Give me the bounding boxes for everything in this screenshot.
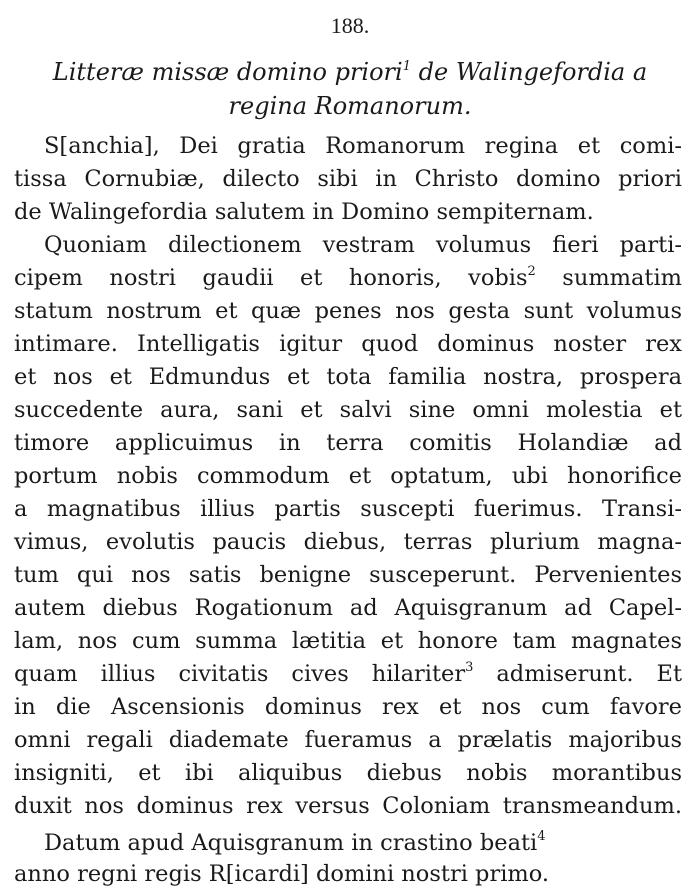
text-line-5 [14, 262, 682, 295]
text-line-21: duxit nos dominus rex versus Coloniam transmeandum. [14, 793, 682, 819]
text-line-6: statum nostrum et quæ penes nos gesta sunt volumus [14, 298, 682, 324]
text-line-3: de Walingefordia salutem in Domino sempiternam. [14, 199, 594, 225]
text-line-20: insigniti, et ibi aliquibus diebus nobis morantibus [14, 760, 682, 786]
footnote-marker-4: 4 [537, 829, 546, 844]
text-line-22 [44, 827, 546, 860]
text-line-2: tissa Cornubiæ, dilecto sibi in Christo domino priori [14, 166, 682, 192]
heading-line-2: regina Romanorum. [228, 92, 472, 120]
text-line-16: lam, nos cum summa lætitia et honore tam magnates [14, 628, 682, 654]
text-line-13: vimus, evolutis paucis diebus, terras plurium magna- [14, 529, 682, 555]
footnote-marker-3: 3 [465, 660, 474, 675]
page-number: 188. [330, 13, 370, 38]
text-line-1: S[anchia], Dei gratia Romanorum regina et comi- [44, 133, 682, 159]
text-line-11: portum nobis commodum et optatum, ubi honorifice [14, 463, 682, 489]
text-line-5-tail: summatim [535, 265, 682, 291]
text-line-15: autem diebus Rogationum ad Aquisgranum ad Capel- [14, 595, 682, 621]
text-line-22-text: Datum apud Aquisgranum in crastino beati [44, 830, 538, 856]
text-line-5-text: cipem nostri gaudii et honoris, vobis [14, 265, 528, 291]
text-line-17-tail: admiserunt. Et [473, 661, 682, 687]
text-line-7: intimare. Intelligatis igitur quod dominus noster rex [14, 331, 682, 357]
text-line-19: omni regali diademate fueramus a prælatis majoribus [14, 727, 682, 753]
heading-line-1-text: Litteræ missæ domino priori [52, 58, 403, 86]
text-line-17-text: quam illius civitatis cives hilariter [14, 661, 466, 687]
heading-line-1 [30, 55, 670, 89]
footnote-marker-1: 1 [402, 59, 411, 74]
text-line-9: succedente aura, sani et salvi sine omni molestia et [14, 397, 682, 423]
text-line-14: tum qui nos satis benigne susceperunt. Pervenientes [14, 562, 682, 588]
footnote-marker-2: 2 [527, 264, 536, 279]
text-line-18: in die Ascensionis dominus rex et nos cum favore [14, 694, 682, 720]
text-line-8: et nos et Edmundus et tota familia nostra, prospera [14, 364, 682, 390]
heading-line-1-tail: de Walingefordia a [411, 58, 648, 86]
text-line-10: timore applicuimus in terra comitis Holandiæ ad [14, 430, 682, 456]
text-line-4: Quoniam dilectionem vestram volumus fieri parti- [44, 232, 682, 258]
letter-heading [30, 55, 670, 123]
text-line-23: anno regni regis R[icardi] domini nostri primo. [14, 861, 550, 887]
text-line-17 [14, 658, 682, 691]
text-line-12: a magnatibus illius partis suscepti fuerimus. Transi- [14, 496, 682, 522]
